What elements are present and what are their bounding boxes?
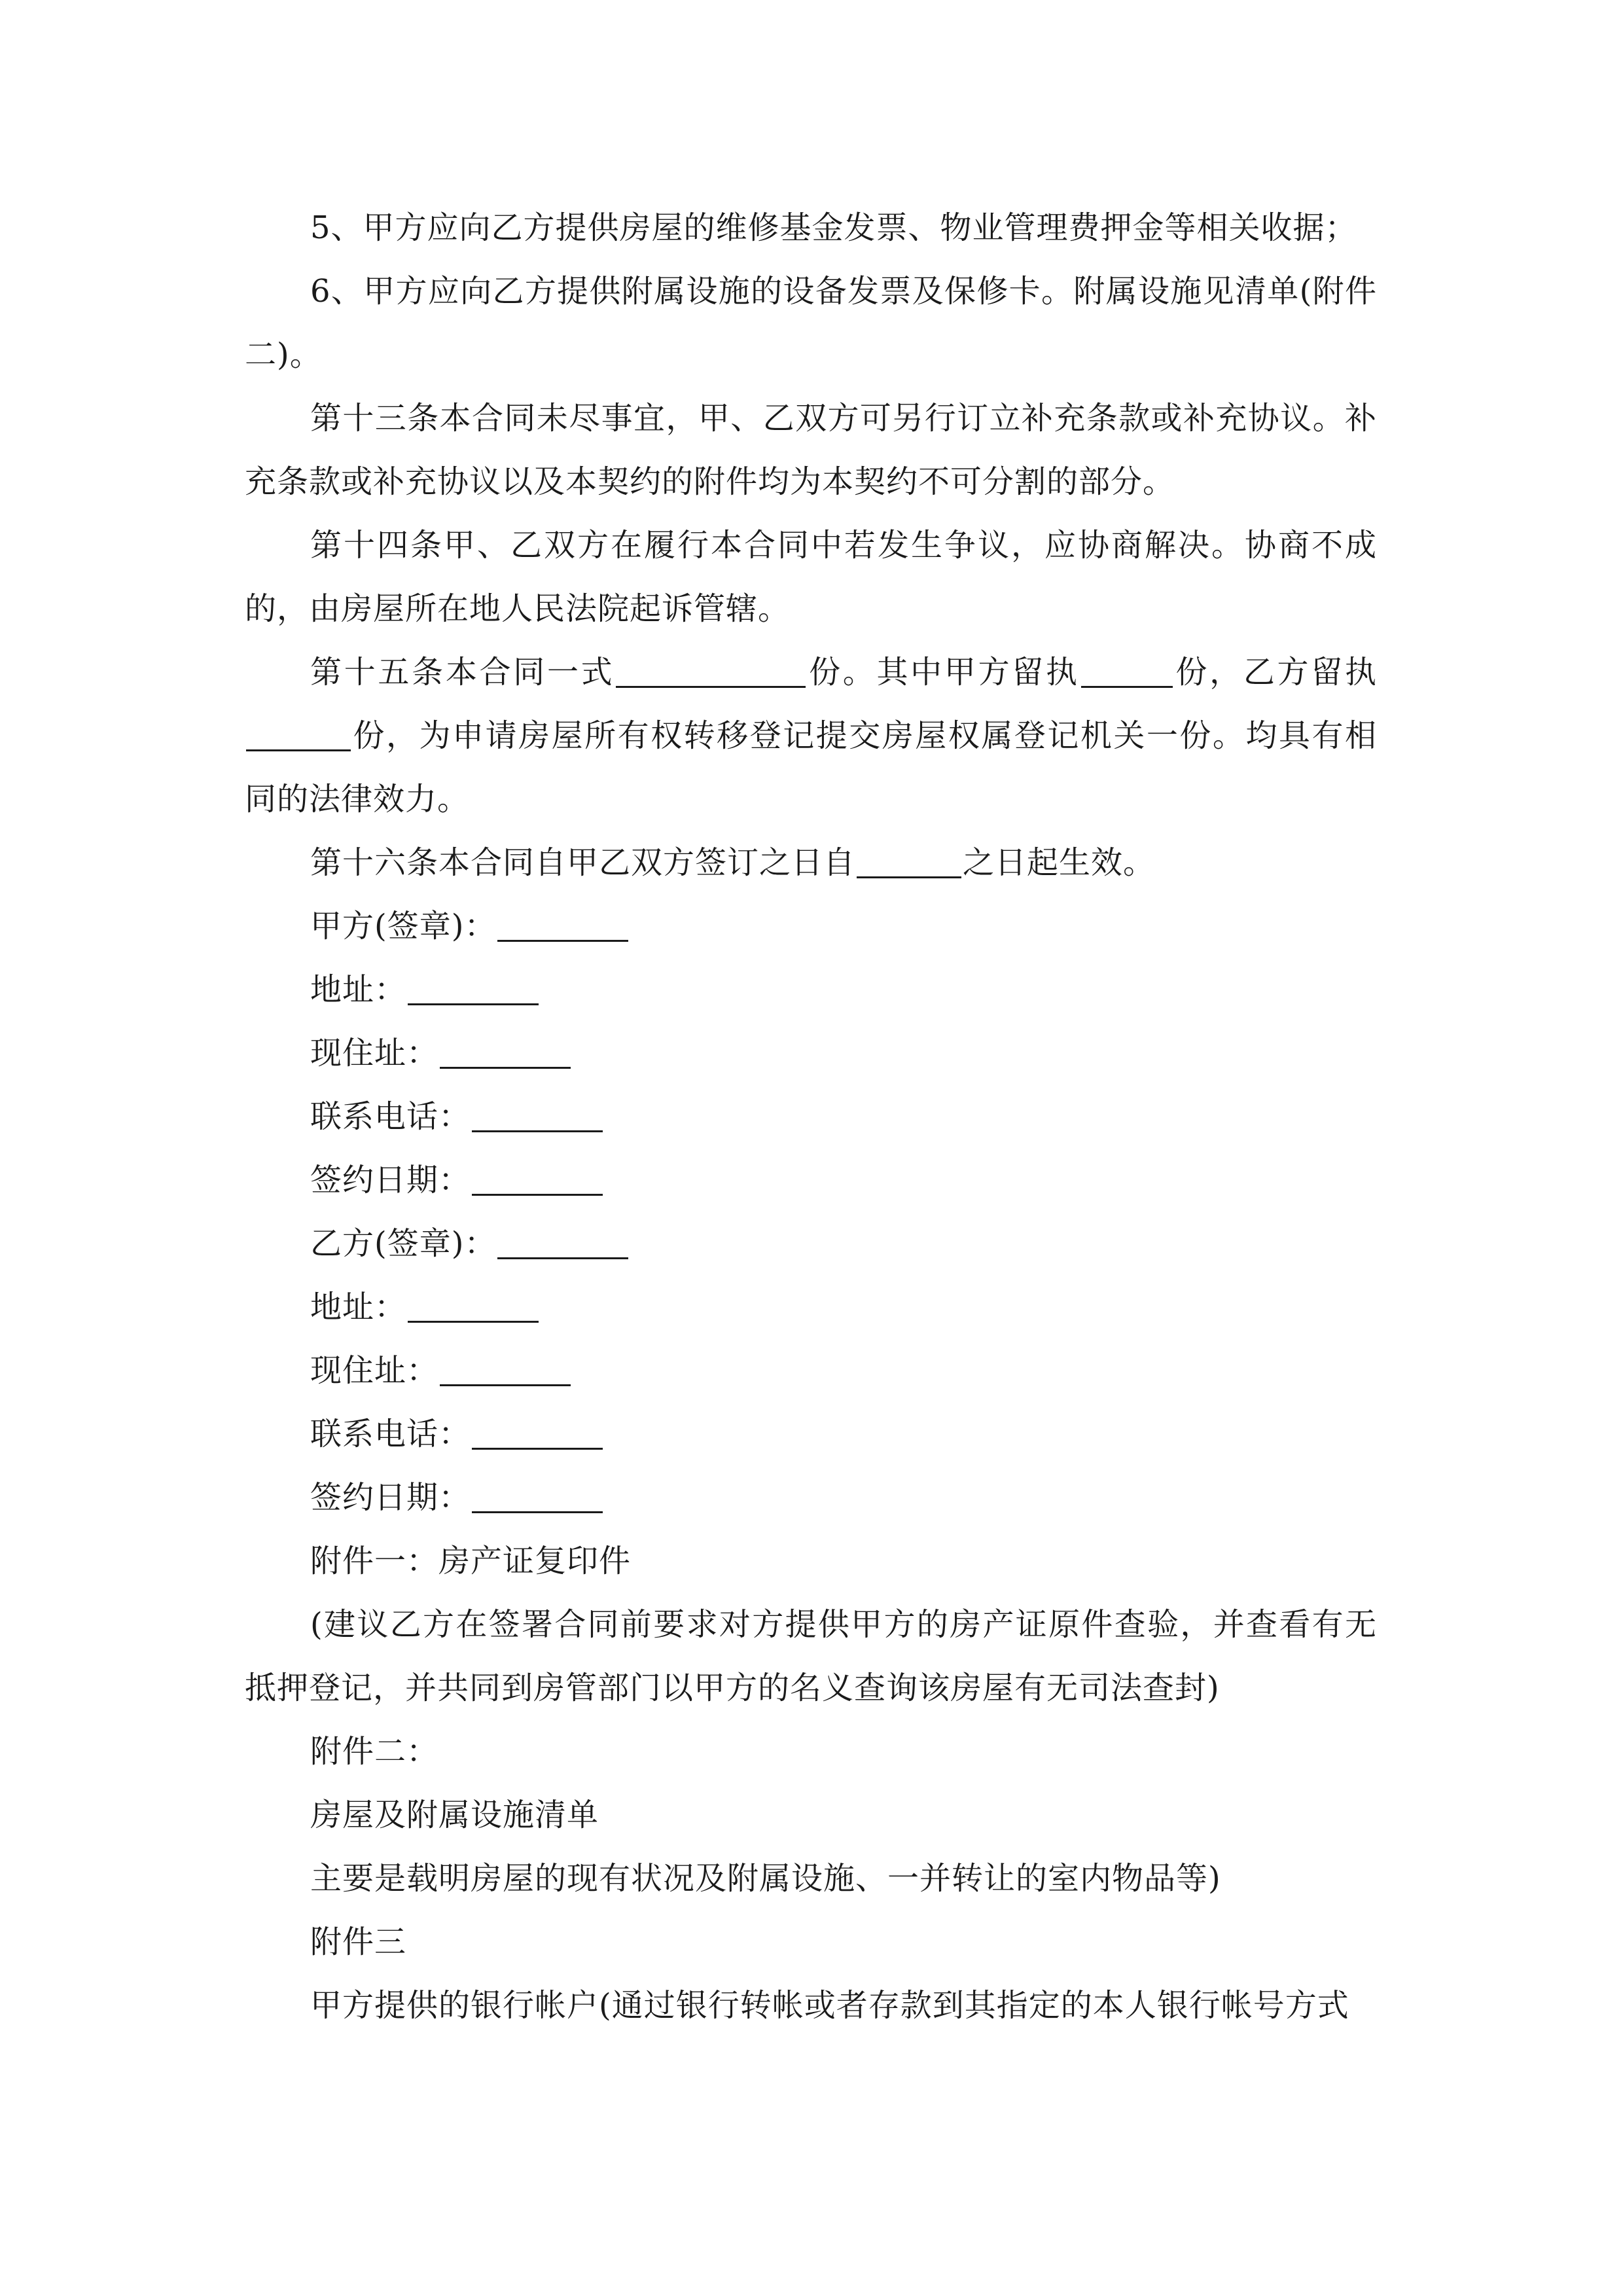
article-15-part-b: 份。其中甲方留执: [807, 654, 1080, 691]
article-15-part-a: 第十五条本合同一式: [310, 654, 615, 691]
party-b-address-line: [245, 1276, 1377, 1339]
party-a-current-address-blank[interactable]: [440, 1033, 571, 1069]
article-14: 第十四条甲、乙双方在履行本合同中若发生争议，应协商解决。协商不成的，由房屋所在地人民法院起诉管辖。: [245, 527, 1377, 627]
party-a-address-line: [245, 958, 1377, 1022]
article-16: [245, 831, 1377, 895]
article-13: 第十三条本合同未尽事宜，甲、乙双方可另行订立补充条款或补充协议。补充条款或补充协议以及本契约的附件均为本契约不可分割的部分。: [245, 400, 1377, 500]
party-b-sign-line: [245, 1212, 1377, 1276]
party-b-address-label: 地址：: [310, 1289, 407, 1325]
party-b-current-address-blank[interactable]: [440, 1350, 571, 1386]
attachment-1-note: (建议乙方在签署合同前要求对方提供甲方的房产证原件查验，并查看有无抵押登记，并共同到房管部门以甲方的名义查询该房屋有无司法查封): [245, 1606, 1377, 1706]
party-b-current-address-line: [245, 1339, 1377, 1403]
party-b-date-line: [245, 1466, 1377, 1530]
party-a-phone-label: 联系电话：: [310, 1098, 471, 1135]
party-b-current-address-label: 现住址：: [310, 1352, 439, 1389]
party-a-address-blank[interactable]: [408, 969, 539, 1005]
attachment-3-title: 附件三: [310, 1924, 407, 1960]
copies-party-b-blank[interactable]: [246, 715, 351, 751]
party-a-current-address-line: [245, 1022, 1377, 1085]
attachment-1-title: 附件一：房产证复印件: [310, 1543, 632, 1579]
attachment-2-name: 房屋及附属设施清单: [310, 1797, 599, 1833]
party-a-date-blank[interactable]: [472, 1160, 603, 1196]
party-a-sign-blank[interactable]: [497, 906, 628, 942]
party-a-sign-label: 甲方(签章)：: [310, 908, 497, 944]
party-a-address-label: 地址：: [310, 971, 407, 1008]
attachment-3-note: 甲方提供的银行帐户(通过银行转帐或者存款到其指定的本人银行帐号方式: [310, 1987, 1349, 2024]
party-a-date-line: [245, 1149, 1377, 1212]
clause-item-5: 5、甲方应向乙方提供房屋的维修基金发票、物业管理费押金等相关收据；: [310, 209, 1357, 246]
copies-party-a-blank[interactable]: [1081, 652, 1173, 688]
party-b-address-blank[interactable]: [408, 1287, 539, 1323]
party-a-sign-line: [245, 895, 1377, 958]
party-b-phone-line: [245, 1403, 1377, 1466]
party-a-phone-line: [245, 1085, 1377, 1149]
party-b-sign-blank[interactable]: [497, 1223, 628, 1259]
copies-total-blank[interactable]: [616, 652, 806, 688]
party-a-date-label: 签约日期：: [310, 1162, 471, 1198]
party-a-phone-blank[interactable]: [472, 1096, 603, 1132]
article-16-part-b: 之日起生效。: [963, 844, 1156, 881]
contract-body: [245, 196, 1377, 2037]
effective-date-blank[interactable]: [857, 842, 961, 878]
article-15-part-d: 份，为申请房屋所有权转移登记提交房屋权属登记机关一份。均具有相同的法律效力。: [245, 717, 1377, 817]
article-15: [245, 641, 1377, 831]
article-16-part-a: 第十六条本合同自甲乙双方签订之日自: [310, 844, 856, 881]
attachment-2-note: 主要是载明房屋的现有状况及附属设施、一并转让的室内物品等): [310, 1860, 1221, 1897]
party-b-phone-label: 联系电话：: [310, 1416, 471, 1452]
party-b-sign-label: 乙方(签章)：: [310, 1225, 497, 1262]
party-b-date-blank[interactable]: [472, 1477, 603, 1513]
article-15-part-c: 份，乙方留执: [1173, 654, 1377, 691]
attachment-2-title: 附件二：: [310, 1733, 439, 1770]
clause-item-6: 6、甲方应向乙方提供附属设施的设备发票及保修卡。附属设施见清单(附件二)。: [245, 273, 1377, 373]
party-a-current-address-label: 现住址：: [310, 1035, 439, 1071]
party-b-date-label: 签约日期：: [310, 1479, 471, 1516]
party-b-phone-blank[interactable]: [472, 1414, 603, 1450]
